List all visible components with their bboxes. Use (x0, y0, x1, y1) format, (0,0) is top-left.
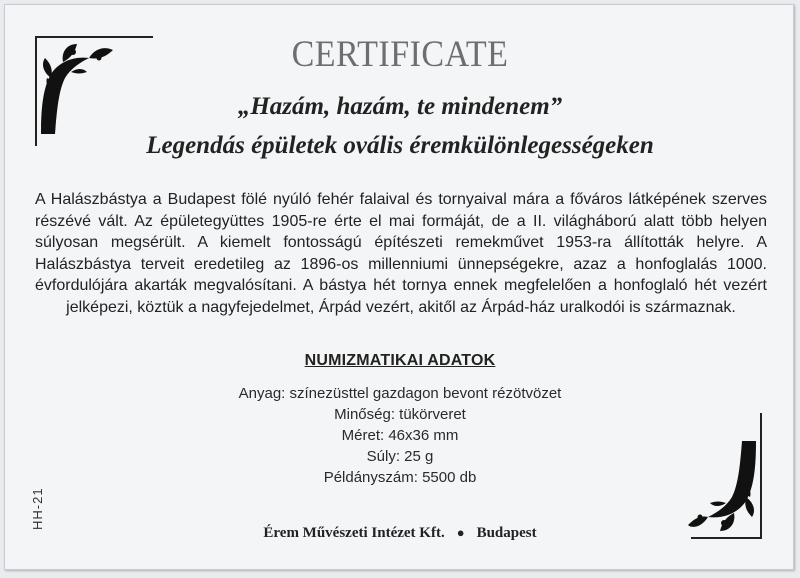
issuer-city: Budapest (476, 525, 537, 541)
spec-quality: Minőség: tükörveret (334, 406, 466, 423)
numismatic-data-heading: NUMIZMATIKAI ADATOK (304, 352, 496, 369)
certificate-title: CERTIFICATE (291, 34, 509, 75)
spec-size: Méret: 46x36 mm (341, 427, 459, 444)
spec-material: Anyag: színezüsttel gazdagon bevont rézötvözet (238, 385, 562, 402)
description-paragraph: A Halászbástya a Budapest fölé nyúló fehér falaival és tornyaival mára a főváros látképének szerves részévé vált. Az épületegyüttes 1905-re érte el mai formáját, de a II. világháború alatt több helyen súlyosan megsérült. A kiemelt fontosságú építészeti remekművet 1953-ra állították helyre. A Halászbástya terveit eredetileg az 1896-os millenniumi ünnepségekre, azaz a honfoglalás 1000. évfordulójára akarták megvalósítani. A bástya hét tornya ennek megfelelően a honfoglaló hét vezért jelképezi, köztük a nagyfejedelmet, Árpád vezért, akitől az Árpád-ház uralkodói is származnak. (35, 191, 767, 316)
issuer-footer (5, 525, 795, 542)
spec-mintage: Példányszám: 5500 db (323, 469, 477, 486)
spec-weight: Súly: 25 g (366, 448, 434, 465)
series-title: Legendás épületek ovális éremkülönlegességeken (146, 132, 654, 159)
certificate-page (4, 4, 794, 570)
product-code: HH-21 (30, 487, 45, 530)
issuer-name: Érem Művészeti Intézet Kft. (263, 525, 445, 541)
series-motto: „Hazám, hazám, te mindenem” (237, 93, 563, 120)
footer-separator: ● (456, 525, 465, 540)
